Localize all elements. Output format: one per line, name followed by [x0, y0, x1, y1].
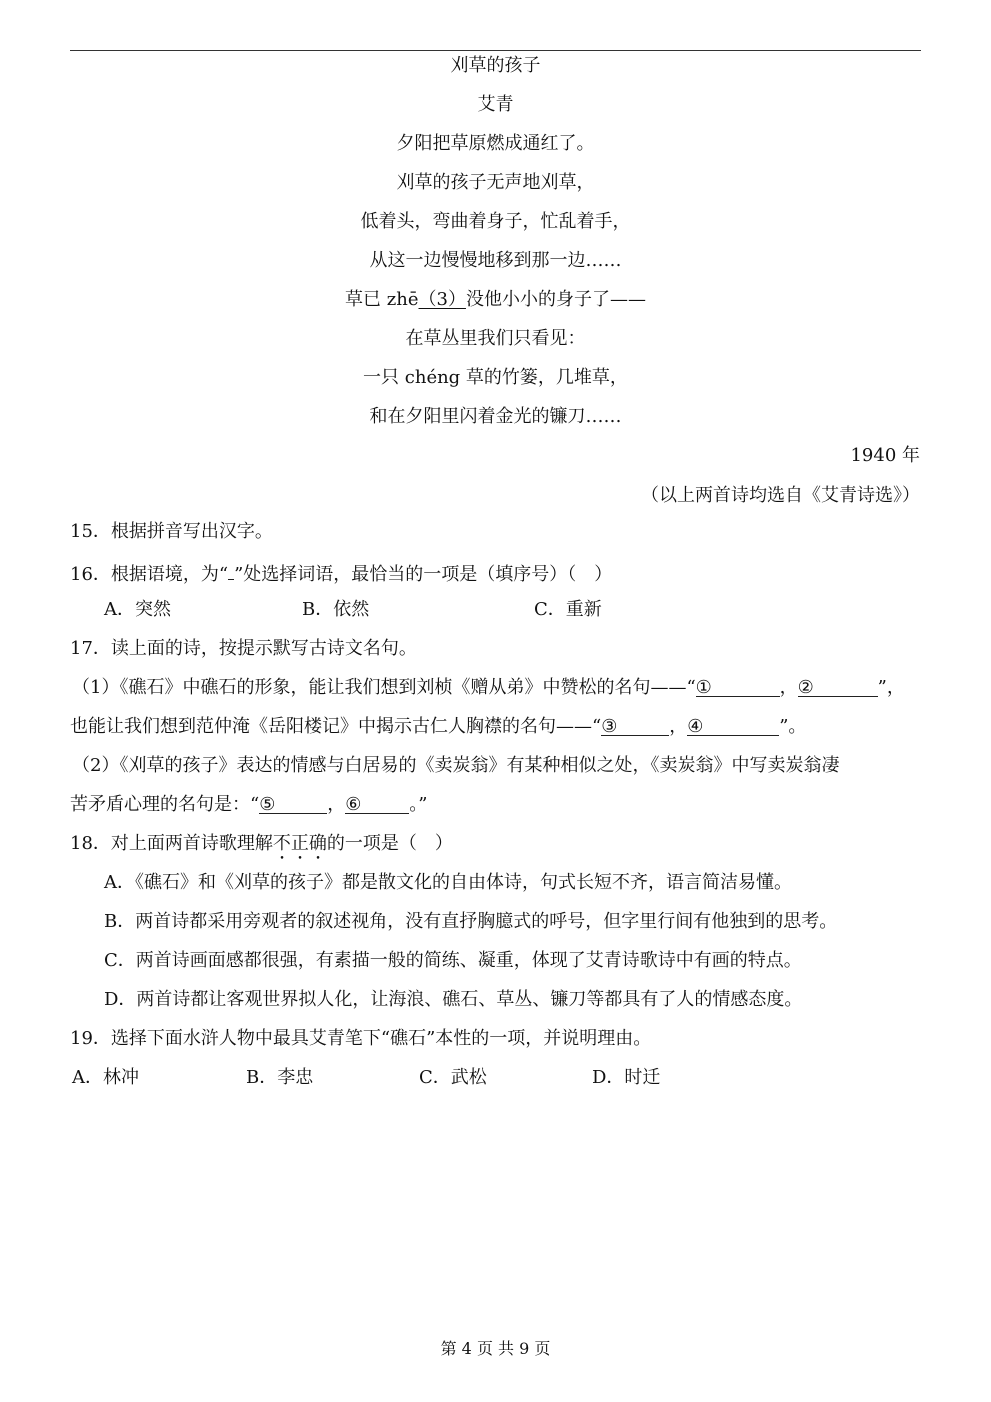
answer-blank-2[interactable] — [798, 676, 878, 697]
answer-blank-5[interactable] — [259, 793, 327, 814]
poem-line — [0, 288, 991, 327]
question-19-option-d: D．时迁 — [592, 1067, 661, 1088]
question-16-stem-a: 16．根据语境，为“ — [70, 564, 229, 585]
poem-line5-pre: 草已 zhē — [345, 289, 419, 310]
poem-line: 一只 chéng 草的竹篓，几堆草， — [363, 367, 628, 388]
poem — [0, 54, 991, 444]
poem-line5-post: 没他小小的身子了—— — [465, 289, 646, 310]
poem-line: 低着头，弯曲着身子，忙乱着手， — [360, 211, 631, 232]
blank-number: ③ — [601, 716, 618, 737]
q17-end: ”， — [877, 677, 905, 698]
q17-sep: ， — [779, 677, 798, 698]
answer-blank-6[interactable] — [345, 793, 409, 814]
q17-end: ”。 — [779, 716, 807, 737]
question-19-option-a: A．林冲 — [72, 1067, 139, 1088]
q17-p1-text: （1）《礁石》中礁石的形象，能让我们想到刘桢《赠从弟》中赞松的名句——“ — [72, 677, 696, 698]
poem-year: 1940 年 — [850, 445, 920, 466]
poem-line: 从这一边慢慢地移到那一边…… — [369, 250, 622, 271]
question-18 — [70, 832, 921, 864]
question-18-option-c: C．两首诗画面感都很强，有素描一般的简练、凝重，体现了艾青诗歌诗中有画的特点。 — [104, 950, 802, 971]
q17-sep: ， — [327, 794, 346, 815]
poem-source: （以上两首诗均选自《艾青诗选》） — [641, 485, 920, 506]
q17-end: 。” — [409, 794, 428, 815]
poem-line: 在草丛里我们只看见： — [405, 328, 586, 349]
poem-line: 刈草的孩子无声地刈草， — [396, 172, 595, 193]
question-18-option-d: D．两首诗都让客观世界拟人化，让海浪、礁石、草丛、镰刀等都具有了人的情感态度。 — [104, 989, 803, 1010]
poem-line: 夕阳把草原燃成通红了。 — [396, 133, 595, 154]
question-15: 15．根据拼音写出汉字。 — [70, 521, 273, 542]
blank-number: ② — [797, 677, 814, 698]
question-16-option-c: C．重新 — [534, 599, 602, 620]
page-footer: 第 4 页 共 9 页 — [440, 1339, 551, 1358]
poem-author: 艾青 — [477, 94, 514, 115]
poem-title: 刈草的孩子 — [450, 55, 541, 76]
answer-blank-3[interactable] — [601, 715, 669, 736]
answer-blank-1[interactable] — [696, 676, 780, 697]
answer-blank-4[interactable] — [687, 715, 779, 736]
poem-line: 和在夕阳里闪着金光的镰刀…… — [369, 406, 622, 427]
q17-p2-text: 也能让我们想到范仲淹《岳阳楼记》中揭示古仁人胸襟的名句——“ — [70, 716, 602, 737]
question-17-part2b — [70, 793, 921, 817]
question-18-option-b: B．两首诗都采用旁观者的叙述视角，没有直抒胸臆式的呼号，但字里行间有他独到的思考。 — [104, 911, 838, 932]
question-16-option-b: B．依然 — [302, 599, 370, 620]
blank-number: ④ — [687, 716, 704, 737]
question-16-option-a: A．突然 — [104, 599, 171, 620]
question-18-option-a: A．《礁石》和《刈草的孩子》都是散文化的自由体诗，句式长短不齐，语言简洁易懂。 — [104, 872, 792, 893]
question-18-stem-a: 18．对上面两首诗歌理解 — [70, 833, 273, 854]
q17-sep: ， — [669, 716, 688, 737]
q17-p4-text: 苦矛盾心理的名句是：“ — [70, 794, 260, 815]
question-16 — [70, 559, 921, 587]
blank-number: ① — [695, 677, 712, 698]
poem-line5-mark: （3） — [418, 289, 466, 310]
question-19-option-b: B．李忠 — [246, 1067, 314, 1088]
blank-number: ⑥ — [345, 794, 362, 815]
question-17-part1 — [72, 676, 923, 700]
blank-number: ⑤ — [259, 794, 276, 815]
question-17-part1b — [70, 715, 921, 739]
question-18-emphasis: 不正确 — [272, 833, 327, 854]
question-19-option-c: C．武松 — [419, 1067, 487, 1088]
question-18-stem-b: 的一项是（ ） — [326, 833, 453, 854]
question-19: 19．选择下面水浒人物中最具艾青笔下“礁石”本性的一项，并说明理由。 — [70, 1028, 652, 1049]
question-17: 17．读上面的诗，按提示默写古诗文名句。 — [70, 638, 417, 659]
header-rule — [70, 50, 921, 51]
question-17-part2: （2）《刈草的孩子》表达的情感与白居易的《卖炭翁》有某种相似之处，《卖炭翁》中写卖炭翁凄 — [72, 755, 840, 776]
question-16-stem-b: ”处选择词语，最恰当的一项是（填序号）（ ） — [234, 564, 613, 585]
